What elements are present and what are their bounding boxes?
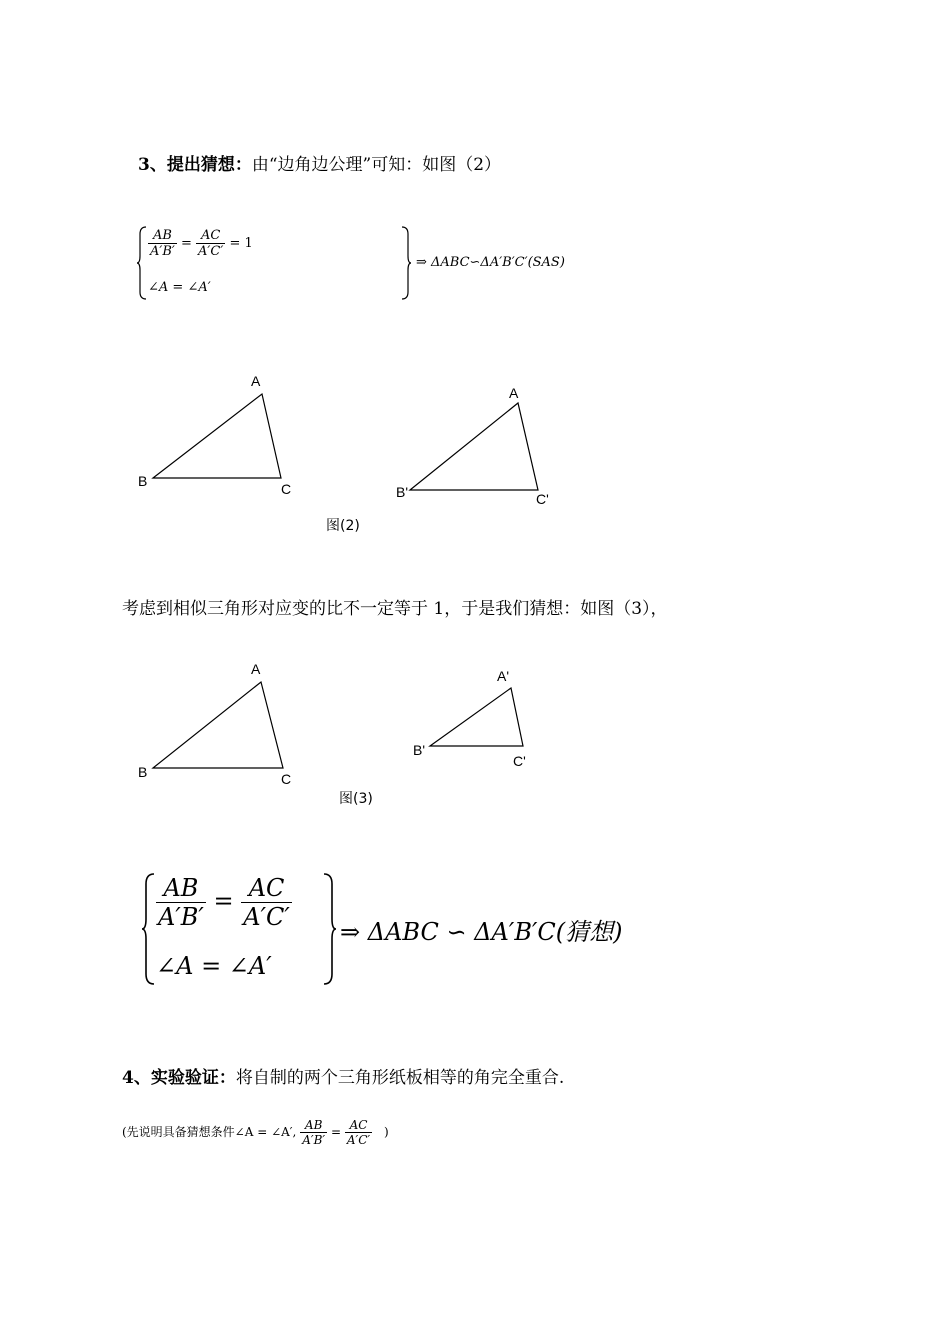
fraction-ac (345, 1118, 372, 1147)
note-suffix: ) (383, 1125, 389, 1139)
triangle-abc (153, 682, 283, 768)
note-line (122, 1118, 389, 1147)
note-prefix: (先说明具备猜想条件∠A = ∠A′, (122, 1125, 297, 1139)
figure-2 (0, 360, 950, 540)
triangle-abc (153, 394, 281, 478)
fraction-denominator: A′B′ (302, 1133, 326, 1147)
triangle-abc-prime-small (430, 688, 523, 746)
right-brace-icon (400, 226, 412, 300)
fraction-numerator: AC (349, 1118, 368, 1132)
section-3-line (138, 150, 501, 175)
implication-conjecture: ⇒ ΔABC ∽ ΔA′B′C(猜想) (340, 918, 623, 946)
fraction-numerator: AC (248, 874, 285, 902)
vertex-label-b-prime: B' (413, 742, 426, 758)
angle-equality: ∠A = ∠A′ (148, 280, 211, 295)
fraction-ac (196, 228, 225, 259)
formula-sas (136, 226, 565, 302)
fraction-denominator: A′C′ (198, 244, 224, 259)
equals-one: = 1 (229, 236, 253, 251)
left-brace-icon (140, 872, 156, 986)
implication-sas: ⇒ ΔABC∽ΔA′B′C′(SAS) (416, 255, 565, 270)
fraction-ab (156, 874, 206, 931)
note-equals: = (330, 1125, 342, 1139)
fraction-numerator: AB (152, 228, 172, 243)
figure-3-caption: 图(3) (339, 791, 373, 807)
fraction-denominator: A′C′ (243, 903, 290, 931)
vertex-label-c-prime: C' (513, 753, 526, 769)
section-3-text: 由“边角边公理”可知：如图（2） (251, 155, 502, 175)
section-4-text: 将自制的两个三角形纸板相等的角完全重合. (235, 1068, 565, 1088)
fraction-numerator: AC (201, 228, 221, 243)
vertex-label-a-prime: A (509, 385, 519, 401)
right-brace-icon (322, 872, 338, 986)
fraction-denominator: A′C′ (346, 1133, 371, 1147)
vertex-label-a-prime: A' (497, 668, 510, 684)
figure-2-caption: 图(2) (326, 518, 360, 534)
angle-equality: ∠A = ∠A′ (156, 952, 272, 980)
formula-conjecture (140, 872, 700, 988)
vertex-label-b: B (138, 764, 148, 780)
triangle-abc-prime (410, 403, 538, 490)
left-brace-icon (136, 226, 148, 300)
fraction-denominator: A′B′ (158, 903, 204, 931)
fraction-numerator: AB (304, 1118, 323, 1132)
vertex-label-b: B (138, 473, 148, 489)
formula-sas-ratio: $\frac{AB}{A'B'}$ = $\frac{AC}{A'C'}$ = 1 (150, 228, 253, 259)
vertex-label-a: A (251, 373, 261, 389)
formula-conjecture-ratio: $\frac{AB}{A'B'}$ = $\frac{AC}{A'C'}$ (158, 874, 290, 931)
fraction-numerator: AB (163, 874, 199, 902)
vertex-label-c-prime: C' (536, 491, 549, 507)
vertex-label-c: C (281, 771, 292, 787)
vertex-label-c: C (281, 481, 292, 497)
fraction-denominator: A′B′ (150, 244, 175, 259)
section-4-line (122, 1063, 564, 1088)
conjecture-paragraph: 考虑到相似三角形对应变的比不一定等于 1，于是我们猜想：如图（3）， (122, 599, 668, 619)
vertex-label-a: A (251, 661, 261, 677)
vertex-label-b-prime: B' (396, 484, 409, 500)
section-3-heading: 3、提出猜想： (138, 155, 252, 175)
section-4-heading: 4、实验验证： (122, 1068, 236, 1088)
fraction-ab (148, 228, 177, 259)
fraction-ac (241, 874, 292, 931)
fraction-ab (300, 1118, 327, 1147)
